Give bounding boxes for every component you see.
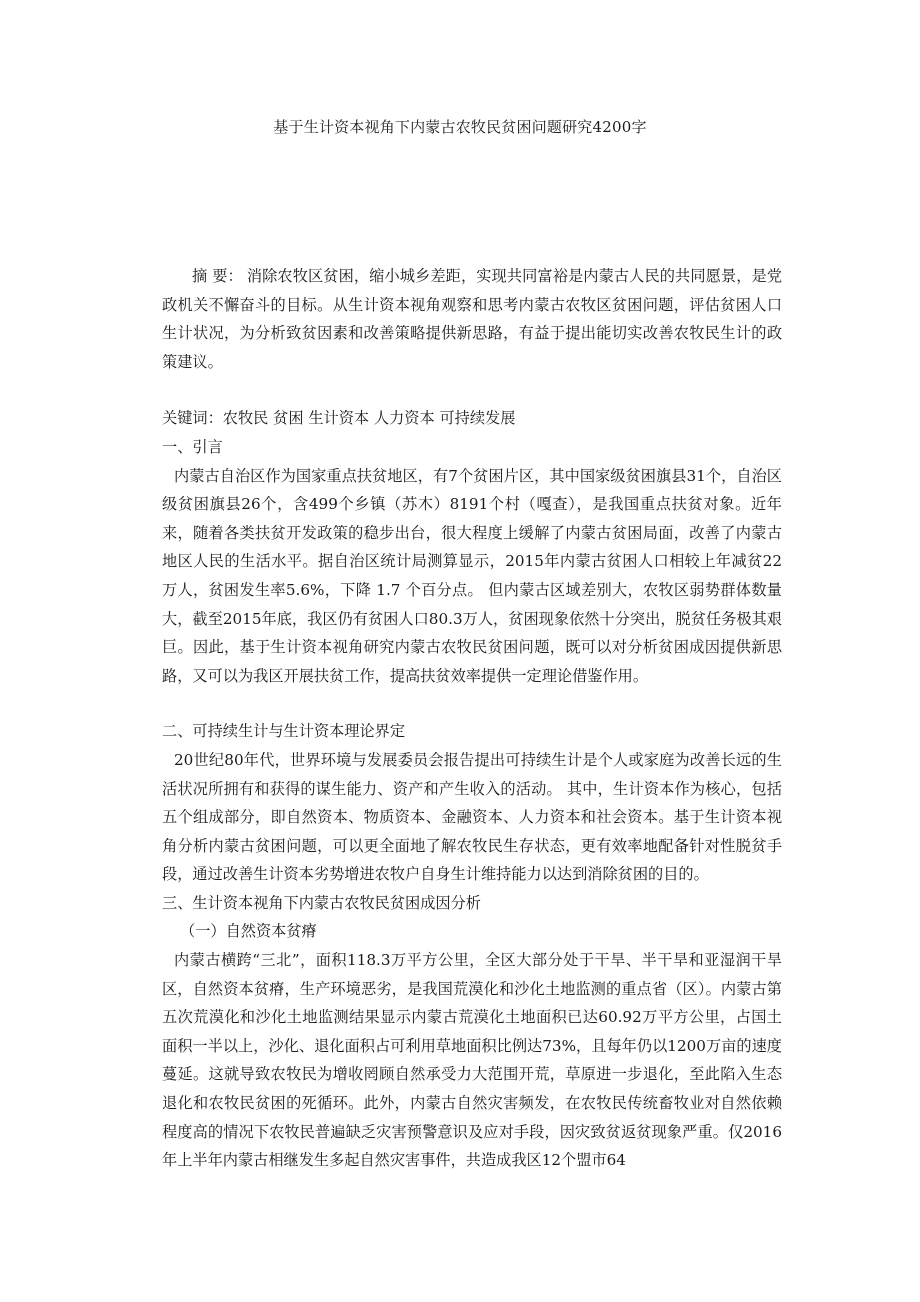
section-heading-analysis: 三、生计资本视角下内蒙古农牧民贫困成因分析 [162,893,481,912]
theory-paragraph: 20世纪80年代，世界环境与发展委员会报告提出可持续生计是个人或家庭为改善长远的生活状况所拥有和获得的谋生能力、资产和产生收入的活动。 其中，生计资本作为核心，包括五个组成部分，即自然资本、物质资本、金融资本、人力资本和社会资本。基于生计资本视角分析内蒙古贫困问题，可以更全面地了解农牧民生存状态，更有效率地配备针对性脱贫手段，通过改善生计资本劣势增进农牧户自身生计维持能力以达到消除贫困的目的。 [162,750,782,884]
abstract-label: 摘 要： [192,267,243,285]
intro-paragraph: 内蒙古自治区作为国家重点扶贫地区，有7个贫困片区，其中国家级贫困旗县31个，自治区级贫困旗县26个，含499个乡镇（苏木）8191个村（嘎查），是我国重点扶贫对象。近年来，随着各类扶贫开发政策的稳步出台，很大程度上缓解了内蒙古贫困局面，改善了内蒙古地区人民的生活水平。据自治区统计局测算显示，2015年内蒙古贫困人口相较上年减贫22 万人，贫困发生率5.6%，下降 1.7 个百分点。 但内蒙古区域差别大，农牧区弱势群体数量大，截至2015年底，我区仍有贫困人口80.3万人，贫困现象依然十分突出，脱贫任务极其艰巨。因此，基于生计资本视角研究内蒙古农牧民贫困问题，既可以对分析贫困成因提供新思路，又可以为我区开展扶贫工作，提高扶贫效率提供一定理论借鉴作用。 [162,466,782,685]
keywords-line: 关键词：农牧民 贫困 生计资本 人力资本 可持续发展 [162,409,516,428]
section-heading-theory: 二、可持续生计与生计资本理论界定 [162,722,405,741]
document-body [162,262,782,1175]
subsection-heading-natural-capital: （一）自然资本贫瘠 [180,922,317,941]
abstract-paragraph [162,262,782,376]
abstract-text: 消除农牧区贫困，缩小城乡差距，实现共同富裕是内蒙古人民的共同愿景，是党政机关不懈奋斗的目标。从生计资本视角观察和思考内蒙古农牧区贫困问题，评估贫困人口生计状况，为分析致贫因素和改善策略提供新思路，有益于提出能切实改善农牧民生计的政策建议。 [162,267,783,371]
document-title: 基于生计资本视角下内蒙古农牧民贫困问题研究4200字 [273,118,647,136]
section-heading-intro: 一、引言 [162,437,223,456]
natural-capital-paragraph: 内蒙古横跨“三北”，面积118.3万平方公里，全区大部分处于干旱、半干旱和亚湿润干旱区，自然资本贫瘠，生产环境恶劣，是我国荒漠化和沙化土地监测的重点省（区）。内蒙古第五次荒漠化和沙化土地监测结果显示内蒙古荒漠化土地面积已达60.92万平方公里，占国土面积一半以上，沙化、退化面积占可利用草地面积比例达73%，且每年仍以1200万亩的速度蔓延。这就导致农牧民为增收罔顾自然承受力大范围开荒，草原进一步退化，至此陷入生态退化和农牧民贫困的死循环。此外，内蒙古自然灾害频发，在农牧民传统畜牧业对自然依赖程度高的情况下农牧民普遍缺乏灾害预警意识及应对手段，因灾致贫返贫现象严重。仅2016年上半年内蒙古相继发生多起自然灾害事件，共造成我区12个盟市64 [162,951,782,1170]
